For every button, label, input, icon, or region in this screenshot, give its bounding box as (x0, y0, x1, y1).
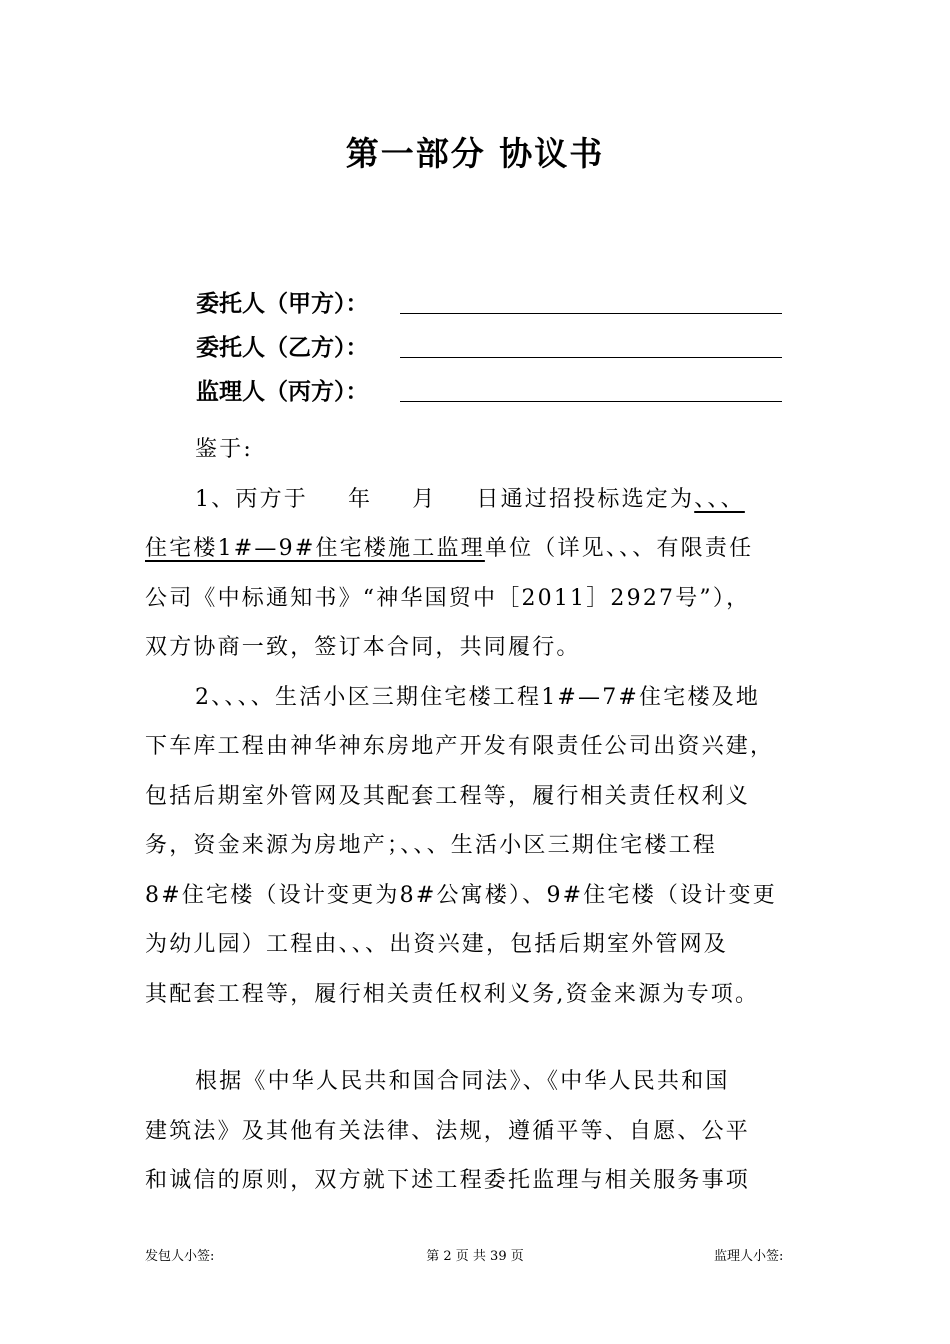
party-row-c (196, 375, 369, 409)
footer-employer-initials: 发包人小签: (145, 1249, 215, 1264)
recital-heading: 鉴于: (195, 437, 254, 462)
recital-item2-line1: 2、、、、生活小区三期住宅楼工程1#—7#住宅楼及地 (195, 684, 761, 710)
item1-day-rest: 日通过招投标选定为 (476, 486, 695, 512)
basis-line2: 建筑法》及其他有关法律、法规，遵循平等、自愿、公平 (145, 1118, 751, 1144)
basis-line3: 和诚信的原则，双方就下述工程委托监理与相关服务事项 (145, 1168, 751, 1193)
footer-page-number: 第 2 页 共 39 页 (426, 1249, 524, 1264)
recital-item1-line1 (145, 475, 810, 525)
item1-month: 月 (412, 486, 437, 512)
recital-section (145, 425, 810, 1019)
recital-item2-line3: 包括后期室外管网及其配套工程等，履行相关责任权利义 (145, 783, 751, 809)
recital-item2-line4: 务，资金来源为房地产；、、、生活小区三期住宅楼工程 (145, 833, 718, 858)
party-blank-b (400, 357, 782, 358)
recital-item1-line2 (145, 524, 810, 574)
basis-section (145, 1057, 810, 1206)
page-title: 第一部分 协议书 (345, 134, 605, 173)
recital-item2-line6: 为幼儿园）工程由、、、出资兴建，包括后期室外管网及 (145, 932, 729, 957)
basis-line1: 根据《中华人民共和国合同法》、《中华人民共和国 (195, 1069, 730, 1094)
recital-item1-line3: 公司《中标通知书》“神华国贸中［2011］2927号”）， (145, 585, 751, 611)
recital-item2-line7: 其配套工程等，履行相关责任权利义务,资金来源为专项。 (145, 981, 760, 1007)
item1-underlined-b: 住宅楼1#—9#住宅楼施工监理 (145, 536, 485, 561)
party-label-c: 监理人（丙方）： (196, 378, 369, 405)
recital-item2-line5: 8#住宅楼（设计变更为8#公寓楼）、9#住宅楼（设计变更 (145, 882, 777, 908)
recital-item1-line4: 双方协商一致，签订本合同，共同履行。 (145, 635, 581, 660)
party-blank-a (400, 313, 782, 314)
party-row-a (196, 287, 369, 321)
item1-prefix: 1、丙方于 (195, 486, 308, 512)
footer-supervisor-initials: 监理人小签: (714, 1249, 784, 1264)
party-blank-c (400, 401, 782, 402)
party-row-b (196, 331, 369, 365)
item1-underlined-a: 、、、 (694, 486, 745, 512)
item1-line2-rest: 单位（详见、、、有限责任 (484, 536, 754, 561)
party-label-b: 委托人（乙方）： (196, 334, 369, 361)
item1-year: 年 (348, 486, 373, 512)
party-label-a: 委托人（甲方）： (196, 290, 369, 317)
recital-item2-line2: 下车库工程由神华神东房地产开发有限责任公司出资兴建， (145, 734, 775, 759)
